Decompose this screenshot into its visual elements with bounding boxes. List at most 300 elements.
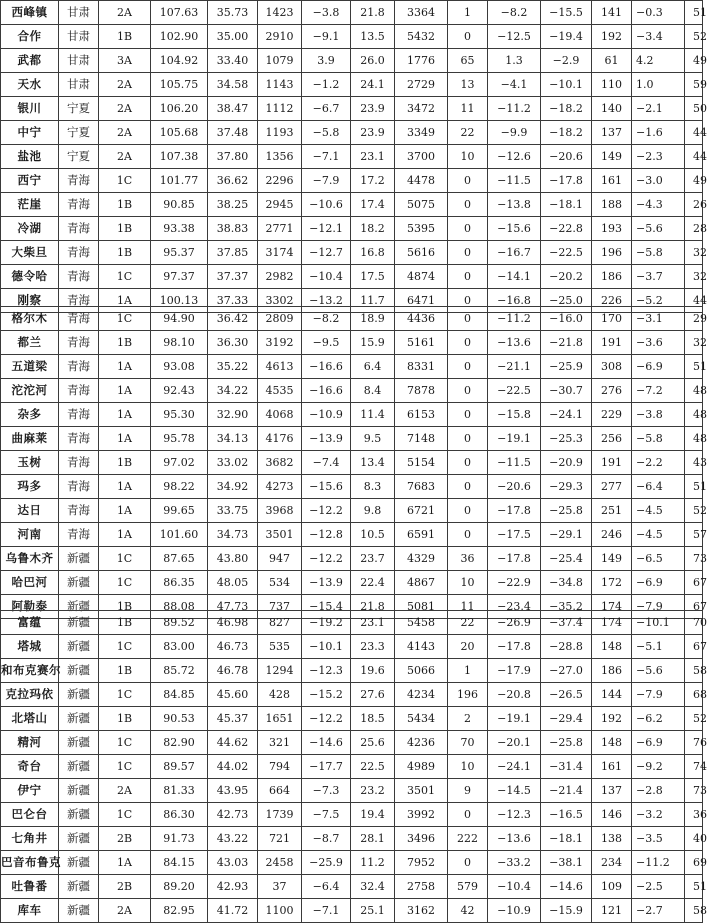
- cooling-degree-days-cell: 0: [448, 241, 488, 265]
- climate-zone-cell: 1C: [99, 265, 151, 289]
- last-value-cell: 52: [685, 707, 703, 731]
- mean-temp-jan-cell: −15.6: [302, 475, 351, 499]
- mean-temp-jan-cell: −14.6: [302, 731, 351, 755]
- design-temp-2-cell: −20.9: [541, 451, 592, 475]
- latitude-cell: 38.25: [208, 193, 258, 217]
- design-temp-2-cell: −25.3: [541, 427, 592, 451]
- last-value-cell: 44: [685, 145, 703, 169]
- mean-temp-heating-cell: −3.4: [632, 25, 685, 49]
- longitude-cell: 90.85: [151, 193, 208, 217]
- mean-temp-jul-cell: 32.4: [351, 875, 395, 899]
- cooling-degree-days-cell: 0: [448, 265, 488, 289]
- design-temp-2-cell: −17.8: [541, 169, 592, 193]
- design-temp-2-cell: −16.5: [541, 803, 592, 827]
- altitude-cell: 827: [258, 611, 302, 635]
- mean-temp-jul-cell: 23.2: [351, 779, 395, 803]
- province-cell: 新疆: [59, 571, 99, 595]
- latitude-cell: 34.73: [208, 523, 258, 547]
- heating-degree-days-cell: 3501: [395, 779, 448, 803]
- station-name-cell: 七角井: [1, 827, 59, 851]
- design-temp-1-cell: −14.1: [488, 265, 541, 289]
- mean-temp-heating-cell: −5.8: [632, 241, 685, 265]
- altitude-cell: 3302: [258, 289, 302, 313]
- table-row: [1, 451, 703, 475]
- heating-days-cell: 192: [592, 707, 632, 731]
- design-temp-2-cell: −25.9: [541, 355, 592, 379]
- cooling-degree-days-cell: 20: [448, 635, 488, 659]
- heating-degree-days-cell: 4436: [395, 307, 448, 331]
- design-temp-1-cell: −13.6: [488, 827, 541, 851]
- heating-days-cell: 137: [592, 779, 632, 803]
- latitude-cell: 43.95: [208, 779, 258, 803]
- design-temp-2-cell: −26.5: [541, 683, 592, 707]
- heating-degree-days-cell: 5161: [395, 331, 448, 355]
- station-name-cell: 克拉玛依: [1, 683, 59, 707]
- mean-temp-heating-cell: −9.2: [632, 755, 685, 779]
- altitude-cell: 2945: [258, 193, 302, 217]
- cooling-degree-days-cell: 10: [448, 755, 488, 779]
- mean-temp-jul-cell: 11.4: [351, 403, 395, 427]
- heating-days-cell: 149: [592, 547, 632, 571]
- cooling-degree-days-cell: 0: [448, 803, 488, 827]
- climate-zone-cell: 1C: [99, 755, 151, 779]
- latitude-cell: 34.13: [208, 427, 258, 451]
- heating-days-cell: 148: [592, 731, 632, 755]
- heating-degree-days-cell: 5081: [395, 595, 448, 619]
- station-name-cell: 吐鲁番: [1, 875, 59, 899]
- climate-zone-cell: 3A: [99, 49, 151, 73]
- climate-zone-cell: 2A: [99, 97, 151, 121]
- climate-zone-cell: 1B: [99, 707, 151, 731]
- mean-temp-jan-cell: −15.4: [302, 595, 351, 619]
- station-name-cell: 五道梁: [1, 355, 59, 379]
- mean-temp-jul-cell: 18.9: [351, 307, 395, 331]
- design-temp-1-cell: −17.5: [488, 523, 541, 547]
- mean-temp-jan-cell: −13.2: [302, 289, 351, 313]
- mean-temp-heating-cell: −6.4: [632, 475, 685, 499]
- design-temp-2-cell: −15.9: [541, 899, 592, 923]
- cooling-degree-days-cell: 2: [448, 707, 488, 731]
- design-temp-1-cell: −22.9: [488, 571, 541, 595]
- climate-zone-cell: 2A: [99, 73, 151, 97]
- longitude-cell: 94.90: [151, 307, 208, 331]
- climate-table-block-1: [0, 0, 707, 313]
- mean-temp-jan-cell: −7.1: [302, 899, 351, 923]
- cooling-degree-days-cell: 22: [448, 611, 488, 635]
- mean-temp-jul-cell: 26.0: [351, 49, 395, 73]
- climate-zone-cell: 1A: [99, 523, 151, 547]
- mean-temp-heating-cell: −5.2: [632, 289, 685, 313]
- climate-zone-cell: 1C: [99, 803, 151, 827]
- cooling-degree-days-cell: 11: [448, 595, 488, 619]
- mean-temp-jan-cell: −7.1: [302, 145, 351, 169]
- cooling-degree-days-cell: 579: [448, 875, 488, 899]
- altitude-cell: 794: [258, 755, 302, 779]
- altitude-cell: 321: [258, 731, 302, 755]
- mean-temp-jul-cell: 25.1: [351, 899, 395, 923]
- mean-temp-jan-cell: −10.9: [302, 403, 351, 427]
- province-cell: 青海: [59, 169, 99, 193]
- design-temp-1-cell: −20.8: [488, 683, 541, 707]
- heating-days-cell: 149: [592, 145, 632, 169]
- station-name-cell: 杂多: [1, 403, 59, 427]
- longitude-cell: 90.53: [151, 707, 208, 731]
- table-row: [1, 49, 703, 73]
- longitude-cell: 86.30: [151, 803, 208, 827]
- cooling-degree-days-cell: 13: [448, 73, 488, 97]
- design-temp-2-cell: −25.8: [541, 499, 592, 523]
- province-cell: 青海: [59, 475, 99, 499]
- mean-temp-jul-cell: 22.4: [351, 571, 395, 595]
- altitude-cell: 3968: [258, 499, 302, 523]
- climate-zone-cell: 1B: [99, 217, 151, 241]
- longitude-cell: 83.00: [151, 635, 208, 659]
- heating-degree-days-cell: 7952: [395, 851, 448, 875]
- cooling-degree-days-cell: 0: [448, 475, 488, 499]
- longitude-cell: 82.90: [151, 731, 208, 755]
- latitude-cell: 42.73: [208, 803, 258, 827]
- table-row: [1, 899, 703, 923]
- mean-temp-heating-cell: −2.2: [632, 451, 685, 475]
- cooling-degree-days-cell: 1: [448, 1, 488, 25]
- design-temp-2-cell: −24.1: [541, 403, 592, 427]
- heating-degree-days-cell: 5616: [395, 241, 448, 265]
- design-temp-2-cell: −29.3: [541, 475, 592, 499]
- mean-temp-jul-cell: 11.7: [351, 289, 395, 313]
- heating-days-cell: 191: [592, 331, 632, 355]
- climate-zone-cell: 1A: [99, 851, 151, 875]
- heating-degree-days-cell: 7683: [395, 475, 448, 499]
- heating-days-cell: 308: [592, 355, 632, 379]
- station-name-cell: 乌鲁木齐: [1, 547, 59, 571]
- latitude-cell: 36.62: [208, 169, 258, 193]
- station-name-cell: 奇台: [1, 755, 59, 779]
- mean-temp-jan-cell: −12.2: [302, 707, 351, 731]
- mean-temp-jul-cell: 19.4: [351, 803, 395, 827]
- province-cell: 甘肃: [59, 1, 99, 25]
- heating-degree-days-cell: 4478: [395, 169, 448, 193]
- mean-temp-heating-cell: −4.3: [632, 193, 685, 217]
- longitude-cell: 99.65: [151, 499, 208, 523]
- altitude-cell: 1079: [258, 49, 302, 73]
- altitude-cell: 3682: [258, 451, 302, 475]
- design-temp-1-cell: −13.8: [488, 193, 541, 217]
- heating-degree-days-cell: 5395: [395, 217, 448, 241]
- longitude-cell: 98.22: [151, 475, 208, 499]
- design-temp-1-cell: −11.2: [488, 97, 541, 121]
- mean-temp-jan-cell: −12.2: [302, 547, 351, 571]
- heating-degree-days-cell: 7148: [395, 427, 448, 451]
- latitude-cell: 32.90: [208, 403, 258, 427]
- latitude-cell: 33.40: [208, 49, 258, 73]
- longitude-cell: 102.90: [151, 25, 208, 49]
- station-name-cell: 精河: [1, 731, 59, 755]
- table-row: [1, 193, 703, 217]
- mean-temp-jul-cell: 28.1: [351, 827, 395, 851]
- design-temp-1-cell: −26.9: [488, 611, 541, 635]
- table-row: [1, 755, 703, 779]
- last-value-cell: 50: [685, 97, 703, 121]
- heating-days-cell: 251: [592, 499, 632, 523]
- mean-temp-jan-cell: −3.8: [302, 1, 351, 25]
- last-value-cell: 40: [685, 827, 703, 851]
- province-cell: 青海: [59, 499, 99, 523]
- mean-temp-heating-cell: −5.6: [632, 659, 685, 683]
- latitude-cell: 35.00: [208, 25, 258, 49]
- design-temp-2-cell: −28.8: [541, 635, 592, 659]
- mean-temp-jul-cell: 23.7: [351, 547, 395, 571]
- latitude-cell: 34.22: [208, 379, 258, 403]
- design-temp-2-cell: −18.1: [541, 827, 592, 851]
- heating-days-cell: 174: [592, 611, 632, 635]
- province-cell: 甘肃: [59, 73, 99, 97]
- climate-zone-cell: 1A: [99, 355, 151, 379]
- station-name-cell: 大柴旦: [1, 241, 59, 265]
- last-value-cell: 74: [685, 755, 703, 779]
- cooling-degree-days-cell: 0: [448, 499, 488, 523]
- mean-temp-heating-cell: −4.5: [632, 523, 685, 547]
- heating-days-cell: 140: [592, 97, 632, 121]
- heating-degree-days-cell: 4143: [395, 635, 448, 659]
- latitude-cell: 33.02: [208, 451, 258, 475]
- cooling-degree-days-cell: 10: [448, 571, 488, 595]
- cooling-degree-days-cell: 36: [448, 547, 488, 571]
- province-cell: 青海: [59, 193, 99, 217]
- mean-temp-jul-cell: 27.6: [351, 683, 395, 707]
- climate-zone-cell: 2B: [99, 827, 151, 851]
- heating-days-cell: 174: [592, 595, 632, 619]
- altitude-cell: 1356: [258, 145, 302, 169]
- province-cell: 青海: [59, 241, 99, 265]
- mean-temp-heating-cell: −5.6: [632, 217, 685, 241]
- latitude-cell: 37.80: [208, 145, 258, 169]
- design-temp-2-cell: −37.4: [541, 611, 592, 635]
- design-temp-1-cell: −8.2: [488, 1, 541, 25]
- province-cell: 新疆: [59, 707, 99, 731]
- last-value-cell: 69: [685, 851, 703, 875]
- mean-temp-jan-cell: −6.4: [302, 875, 351, 899]
- heating-degree-days-cell: 3162: [395, 899, 448, 923]
- heating-days-cell: 148: [592, 635, 632, 659]
- mean-temp-heating-cell: −0.3: [632, 1, 685, 25]
- heating-days-cell: 196: [592, 241, 632, 265]
- climate-zone-cell: 1C: [99, 635, 151, 659]
- climate-zone-cell: 1A: [99, 379, 151, 403]
- mean-temp-heating-cell: −6.9: [632, 731, 685, 755]
- heating-degree-days-cell: 5432: [395, 25, 448, 49]
- longitude-cell: 98.10: [151, 331, 208, 355]
- altitude-cell: 534: [258, 571, 302, 595]
- climate-zone-cell: 1B: [99, 193, 151, 217]
- climate-zone-cell: 1C: [99, 547, 151, 571]
- mean-temp-jan-cell: −19.2: [302, 611, 351, 635]
- province-cell: 新疆: [59, 635, 99, 659]
- latitude-cell: 38.47: [208, 97, 258, 121]
- heating-days-cell: 246: [592, 523, 632, 547]
- last-value-cell: 51: [685, 355, 703, 379]
- climate-zone-cell: 1A: [99, 499, 151, 523]
- mean-temp-jul-cell: 8.3: [351, 475, 395, 499]
- mean-temp-jan-cell: 3.9: [302, 49, 351, 73]
- longitude-cell: 84.85: [151, 683, 208, 707]
- longitude-cell: 106.20: [151, 97, 208, 121]
- province-cell: 新疆: [59, 683, 99, 707]
- longitude-cell: 97.02: [151, 451, 208, 475]
- province-cell: 青海: [59, 523, 99, 547]
- last-value-cell: 59: [685, 73, 703, 97]
- longitude-cell: 95.37: [151, 241, 208, 265]
- last-value-cell: 67: [685, 595, 703, 619]
- mean-temp-jan-cell: −17.7: [302, 755, 351, 779]
- mean-temp-jul-cell: 23.9: [351, 121, 395, 145]
- last-value-cell: 29: [685, 307, 703, 331]
- mean-temp-heating-cell: −5.1: [632, 635, 685, 659]
- mean-temp-jul-cell: 17.4: [351, 193, 395, 217]
- table-row: [1, 475, 703, 499]
- cooling-degree-days-cell: 0: [448, 851, 488, 875]
- heating-days-cell: 144: [592, 683, 632, 707]
- table-row: [1, 331, 703, 355]
- longitude-cell: 101.60: [151, 523, 208, 547]
- mean-temp-heating-cell: −3.0: [632, 169, 685, 193]
- heating-days-cell: 188: [592, 193, 632, 217]
- latitude-cell: 46.73: [208, 635, 258, 659]
- station-name-cell: 中宁: [1, 121, 59, 145]
- table-row: [1, 73, 703, 97]
- design-temp-2-cell: −25.4: [541, 547, 592, 571]
- mean-temp-jul-cell: 11.2: [351, 851, 395, 875]
- cooling-degree-days-cell: 11: [448, 97, 488, 121]
- design-temp-1-cell: −22.5: [488, 379, 541, 403]
- cooling-degree-days-cell: 65: [448, 49, 488, 73]
- heating-degree-days-cell: 6471: [395, 289, 448, 313]
- heating-degree-days-cell: 4236: [395, 731, 448, 755]
- mean-temp-jul-cell: 21.8: [351, 1, 395, 25]
- table-row: [1, 121, 703, 145]
- last-value-cell: 32: [685, 265, 703, 289]
- table-row: [1, 427, 703, 451]
- heating-days-cell: 186: [592, 659, 632, 683]
- longitude-cell: 95.30: [151, 403, 208, 427]
- latitude-cell: 44.62: [208, 731, 258, 755]
- mean-temp-heating-cell: −7.2: [632, 379, 685, 403]
- heating-days-cell: 192: [592, 25, 632, 49]
- climate-zone-cell: 2A: [99, 121, 151, 145]
- station-name-cell: 西宁: [1, 169, 59, 193]
- climate-table-block-3: [0, 610, 707, 923]
- cooling-degree-days-cell: 10: [448, 145, 488, 169]
- station-name-cell: 西峰镇: [1, 1, 59, 25]
- design-temp-1-cell: −23.4: [488, 595, 541, 619]
- mean-temp-jan-cell: −9.5: [302, 331, 351, 355]
- mean-temp-jan-cell: −10.4: [302, 265, 351, 289]
- latitude-cell: 37.48: [208, 121, 258, 145]
- heating-days-cell: 186: [592, 265, 632, 289]
- last-value-cell: 43: [685, 451, 703, 475]
- heating-days-cell: 61: [592, 49, 632, 73]
- table-row: [1, 851, 703, 875]
- cooling-degree-days-cell: 22: [448, 121, 488, 145]
- mean-temp-jan-cell: −9.1: [302, 25, 351, 49]
- cooling-degree-days-cell: 0: [448, 169, 488, 193]
- station-name-cell: 库车: [1, 899, 59, 923]
- heating-days-cell: 234: [592, 851, 632, 875]
- table-row: [1, 145, 703, 169]
- latitude-cell: 38.83: [208, 217, 258, 241]
- heating-degree-days-cell: 7878: [395, 379, 448, 403]
- province-cell: 宁夏: [59, 121, 99, 145]
- altitude-cell: 535: [258, 635, 302, 659]
- latitude-cell: 36.30: [208, 331, 258, 355]
- latitude-cell: 45.37: [208, 707, 258, 731]
- longitude-cell: 105.75: [151, 73, 208, 97]
- longitude-cell: 107.63: [151, 1, 208, 25]
- latitude-cell: 33.75: [208, 499, 258, 523]
- mean-temp-jan-cell: −10.6: [302, 193, 351, 217]
- heating-days-cell: 110: [592, 73, 632, 97]
- latitude-cell: 37.37: [208, 265, 258, 289]
- longitude-cell: 101.77: [151, 169, 208, 193]
- table-row: [1, 707, 703, 731]
- heating-days-cell: 138: [592, 827, 632, 851]
- design-temp-2-cell: −29.1: [541, 523, 592, 547]
- design-temp-2-cell: −35.2: [541, 595, 592, 619]
- latitude-cell: 37.85: [208, 241, 258, 265]
- table-row: [1, 731, 703, 755]
- mean-temp-jul-cell: 15.9: [351, 331, 395, 355]
- table-row: [1, 659, 703, 683]
- station-name-cell: 沱沱河: [1, 379, 59, 403]
- climate-zone-cell: 1B: [99, 25, 151, 49]
- mean-temp-jul-cell: 17.5: [351, 265, 395, 289]
- altitude-cell: 1100: [258, 899, 302, 923]
- heating-degree-days-cell: 6153: [395, 403, 448, 427]
- cooling-degree-days-cell: 42: [448, 899, 488, 923]
- mean-temp-jul-cell: 24.1: [351, 73, 395, 97]
- province-cell: 青海: [59, 289, 99, 313]
- design-temp-1-cell: −11.2: [488, 307, 541, 331]
- heating-degree-days-cell: 5154: [395, 451, 448, 475]
- province-cell: 青海: [59, 379, 99, 403]
- mean-temp-jan-cell: −12.2: [302, 499, 351, 523]
- climate-zone-cell: 2A: [99, 1, 151, 25]
- design-temp-1-cell: −19.1: [488, 427, 541, 451]
- altitude-cell: 721: [258, 827, 302, 851]
- design-temp-1-cell: −14.5: [488, 779, 541, 803]
- table-row: [1, 25, 703, 49]
- mean-temp-jul-cell: 23.3: [351, 635, 395, 659]
- mean-temp-heating-cell: −6.5: [632, 547, 685, 571]
- design-temp-1-cell: −12.5: [488, 25, 541, 49]
- mean-temp-heating-cell: 4.2: [632, 49, 685, 73]
- climate-zone-cell: 1C: [99, 307, 151, 331]
- table-row: [1, 683, 703, 707]
- heating-days-cell: 137: [592, 121, 632, 145]
- longitude-cell: 89.20: [151, 875, 208, 899]
- altitude-cell: 37: [258, 875, 302, 899]
- latitude-cell: 48.05: [208, 571, 258, 595]
- design-temp-1-cell: −20.6: [488, 475, 541, 499]
- table-row: [1, 803, 703, 827]
- station-name-cell: 塔城: [1, 635, 59, 659]
- climate-zone-cell: 1C: [99, 169, 151, 193]
- province-cell: 新疆: [59, 611, 99, 635]
- province-cell: 新疆: [59, 875, 99, 899]
- table-row: [1, 499, 703, 523]
- last-value-cell: 32: [685, 331, 703, 355]
- latitude-cell: 41.72: [208, 899, 258, 923]
- cooling-degree-days-cell: 0: [448, 331, 488, 355]
